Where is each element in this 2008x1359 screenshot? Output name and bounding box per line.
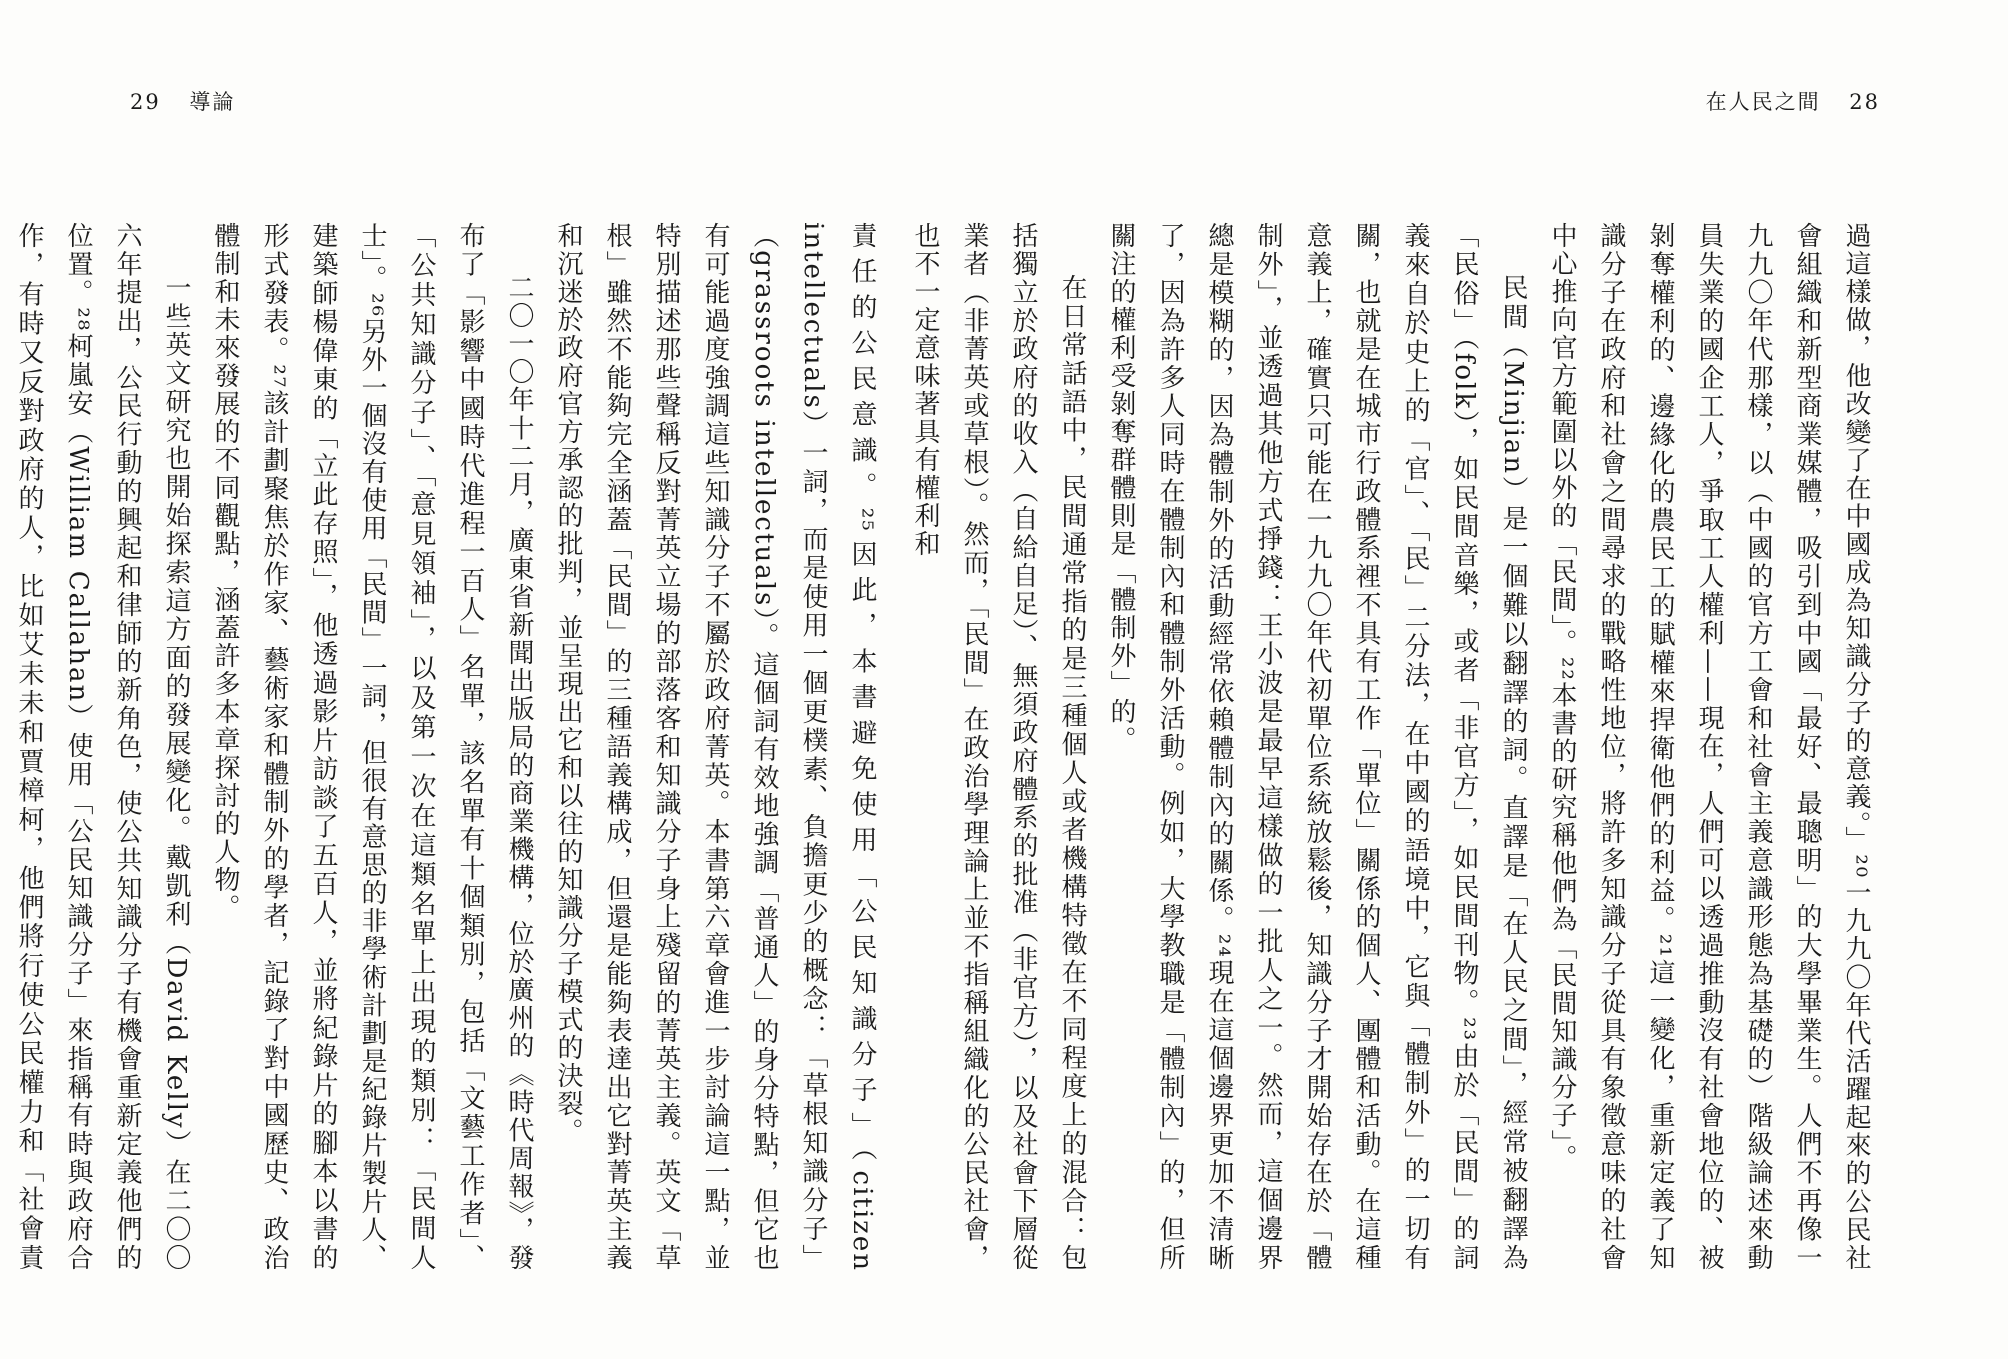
- right-page-number: 28: [1849, 90, 1880, 114]
- right-page-body: [910, 222, 1880, 1272]
- left-page-number: 29: [130, 90, 161, 114]
- paragraph: 一些英文研究也開始探索這方面的發展變化。戴凱利（David Kelly）在二〇〇六年提出，公民行動的興起和律師的新角色，使公共知識分子有機會重新定義他們的位置。²⁸柯嵐安（William Callahan）使用「公民知識分子」來指稱有時與政府合作，有時又反對政府的人，比如艾未未和賈樟柯，他們將行使公民權力和「社會責: [14, 222, 191, 1272]
- paragraph: 責任的公民意識。²⁵因此，本書避免使用「公民知識分子」（citizen intellectuals）一詞，而是使用一個更樸素、負擔更少的概念：「草根知識分子」（grassroots intellectuals）。這個詞有效地強調「普通人」的身分特點，但它也有可能過度強調這些知識分子不屬於政府菁英。本書第六章會進一步討論這一點，並特別描述那些聲稱反對菁英立場的部落客和知識分子身上殘留的菁英主義。英文「草根」雖然不能夠完全涵蓋「民間」的三種語義構成，但還是能夠表達出它對菁英主義和沉迷於政府官方承認的批判，並呈現出它和以往的知識分子模式的決裂。: [553, 222, 877, 1272]
- paragraph: 二〇一〇年十二月，廣東省新聞出版局的商業機構，位於廣州的《時代周報》，發布了「影響中國時代進程一百人」名單，該名單有十個類別，包括「文藝工作者」、「公共知識分子」、「意見領袖」，以及第一次在這類名單上出現的類別：「民間人士」。²⁶另外一個沒有使用「民間」一詞，但很有意思的非學術計劃是紀錄片製片人、建築師楊偉東的「立此存照」，他透過影片訪談了五百人，並將紀錄片的腳本以書的形式發表。²⁷該計劃聚焦於作家、藝術家和體制外的學者，記錄了對中國歷史、政治體制和未來發展的不同觀點，涵蓋許多本章探討的人物。: [210, 222, 534, 1272]
- paragraph: 過這樣做，他改變了在中國成為知識分子的意義。」²⁰一九九〇年代活躍起來的公民社會組織和新型商業媒體，吸引到中國「最好、最聰明」的大學畢業生。人們不再像一九九〇年代那樣，以（中國的官方工會和社會主義意識形態為基礎的）階級論述來動員失業的國企工人，爭取工人權利——現在，人們可以透過推動沒有社會地位的、被剝奪權利的、邊緣化的農民工的賦權來捍衛他們的利益。²¹這一變化，重新定義了知識分子在政府和社會之間尋求的戰略性地位，將許多知識分子從具有象徵意味的社會中心推向官方範圍以外的「民間」。²²本書的研究稱他們為「民間知識分子」。: [1547, 222, 1871, 1272]
- left-folio: [120, 86, 245, 116]
- right-running-title: 在人民之間: [1705, 90, 1821, 114]
- right-folio: [1696, 86, 1890, 116]
- left-running-title: 導論: [189, 90, 236, 114]
- left-page-body: [14, 222, 886, 1272]
- paragraph: 在日常話語中，民間通常指的是三種個人或者機構特徵在不同程度上的混合：包括獨立於政府的收入（自給自足）、無須政府體系的批准（非官方），以及社會下層從業者（非菁英或草根）。然而，「民間」在政治學理論上並不指稱組織化的公民社會，也不一定意味著具有權利和: [910, 222, 1087, 1272]
- paragraph: 民間（Minjian）是一個難以翻譯的詞。直譯是「在人民之間」，經常被翻譯為「民俗」（folk），如民間音樂，或者「非官方」，如民間刊物。²³由於「民間」的詞義來自於史上的「官」、「民」二分法，在中國的語境中，它與「體制外」的一切有關，也就是在城市行政體系裡不具有工作「單位」關係的個人、團體和活動。在這種意義上，確實只可能在一九九〇年代初單位系統放鬆後，知識分子才開始存在於「體制外」，並透過其他方式掙錢：王小波是最早這樣做的一批人之一。然而，這個邊界總是模糊的，因為體制外的活動經常依賴體制內的關係。²⁴現在這個邊界更加不清晰了，因為許多人同時在體制內和體制外活動。例如，大學教職是「體制內」的，但所關注的權利受剝奪群體則是「體制外」的。: [1106, 222, 1528, 1272]
